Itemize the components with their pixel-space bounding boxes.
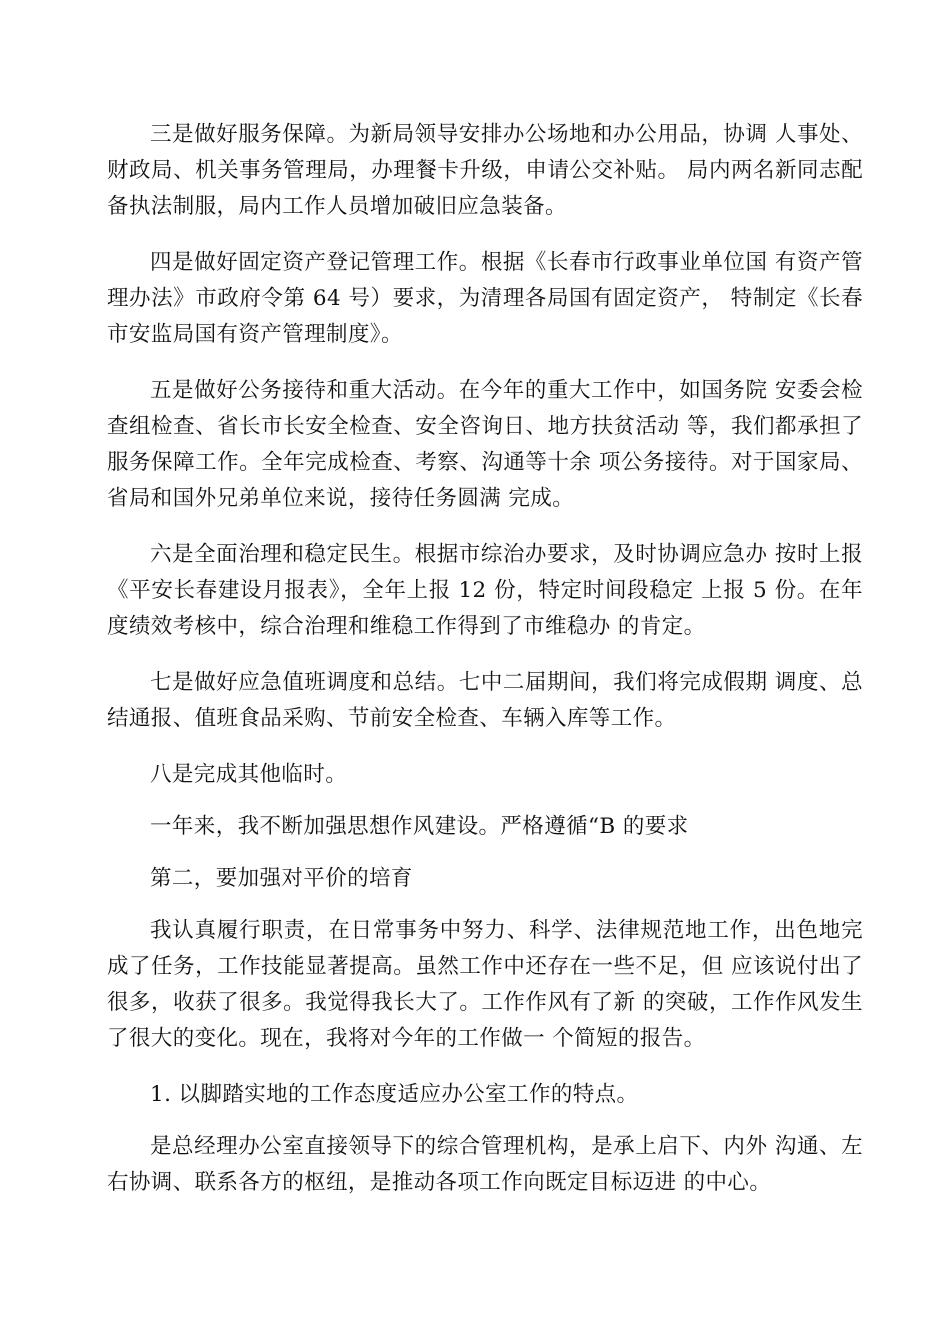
- paragraph-numbered-item-1: 1. 以脚踏实地的工作态度适应办公室工作的特点。: [150, 1082, 639, 1107]
- paragraph-official-reception: 五是做好公务接待和重大活动。在今年的重大工作中，如国务院 安委会检查组检查、省长市长安全检查、安全咨询日、地方扶贫活动 等，我们都承担了服务保障工作。全年完成检查、考察、沟通等十余 项公务接待。对于国家局、省局和国外兄弟单位来说，接待任务圆满 完成。: [107, 378, 863, 511]
- paragraph-office-description: 是总经理办公室直接领导下的综合管理机构，是承上启下、内外 沟通、左右协调、联系各方的枢纽，是推动各项工作向既定目标迈进 的中心。: [107, 1134, 863, 1195]
- paragraph-fixed-assets: 四是做好固定资产登记管理工作。根据《长春市行政事业单位国 有资产管理办法》市政府令第 64 号）要求，为清理各局国有固定资产， 特制定《长春市安监局国有资产管理制度》。: [107, 250, 863, 347]
- paragraph-duty-report: 我认真履行职责，在日常事务中努力、科学、法律规范地工作，出色地完成了任务，工作技能显著提高。虽然工作中还存在一些不足，但 应该说付出了很多，收获了很多。我觉得我长大了。工作作风有了新 的突破，工作作风发生了很大的变化。现在，我将对今年的工作做一 个简短的报告。: [107, 918, 863, 1051]
- paragraph-emergency-duty: 七是做好应急值班调度和总结。七中二届期间，我们将完成假期 调度、总结通报、值班食品采购、节前安全检查、车辆入库等工作。: [107, 670, 863, 731]
- paragraph-comprehensive-governance: 六是全面治理和稳定民生。根据市综治办要求，及时协调应急办 按时上报《平安长春建设月报表》，全年上报 12 份，特定时间段稳定 上报 5 份。在年度绩效考核中，综合治理和维稳工作得到了市维稳办 的肯定。: [107, 542, 863, 639]
- paragraph-work-style: 一年来，我不断加强思想作风建设。严格遵循“B 的要求: [150, 814, 689, 839]
- document-body: [107, 117, 863, 1221]
- paragraph-second-point: 第二，要加强对平价的培育: [150, 866, 413, 891]
- paragraph-service-support: 三是做好服务保障。为新局领导安排办公场地和办公用品，协调 人事处、财政局、机关事务管理局，办理餐卡升级，申请公交补贴。 局内两名新同志配备执法制服，局内工作人员增加破旧应急装备。: [107, 122, 863, 219]
- paragraph-other-tasks: 八是完成其他临时。: [150, 762, 348, 787]
